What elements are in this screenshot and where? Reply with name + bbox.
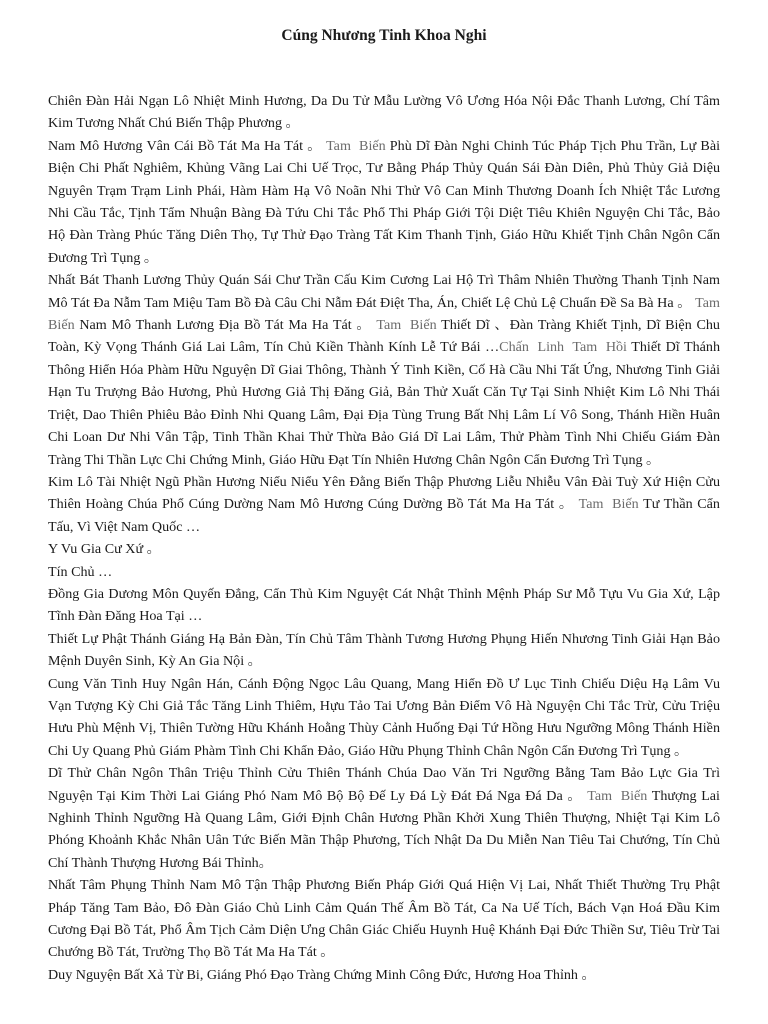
paragraph xyxy=(48,561,720,583)
paragraph xyxy=(48,269,720,471)
recitation-note: Tam Biến xyxy=(587,787,648,804)
paragraph xyxy=(48,583,720,628)
paragraph-text: Chiên Đàn Hải Ngạn Lô Nhiệt Minh Hương, Da Du Tử Mẫu Lường Vô Ương Hóa Nội Đắc Thanh Lương, Chí Tâm Kim Tương Nhất Chú Biến Thập Phương 。 xyxy=(48,93,720,132)
paragraph-text: Nam Mô Hương Vân Cái Bồ Tát Ma Ha Tát 。 xyxy=(48,137,327,154)
paragraph-text: Phù Dĩ Đàn Nghi Chinh Túc Pháp Tịch Phu Trần, Lự Bài Biện Chi Phất Nghiêm, Khủng Vãng Lai Chi Uế Trọc, Tư Bằng Pháp Thủy Quán Sái Đàn Diên, Phủ Thủy Giả Diệu Nguyên Trạm Trạm Linh Phái, Hàm Hàm Hạ Vô Noãn Nhi Thử Vô Can Minh Thương Doanh Ích Nhiệt Tắc Lương Nhi Cầu Tắc, Tịnh Tẩm Nhuận Bàng Đà Tứu Chi Tắc Phổ Thi Pháp Giới Tội Diệt Tiêu Khiên Nguyện Chi Tắc, Bảo Hộ Đàn Tràng Phúc Tăng Diên Thọ, Tự Thử Đạo Tràng Tất Kim Thanh Tịnh, Giáo Hữu Khiết Tịnh Chân Ngôn Cẩn Đương Trì Tụng 。 xyxy=(48,137,720,266)
paragraph xyxy=(48,471,720,538)
paragraph xyxy=(48,135,720,269)
paragraph xyxy=(48,673,720,763)
paragraph-text: Kim Lô Tài Nhiệt Ngũ Phần Hương Niểu Niểu Yên Đằng Biến Thập Phương Liễu Nhiễu Vân Đài Tuỳ Xứ Hiện Cửu Thiên Hoàng Chúa Phổ Cúng Dường Nam Mô Hương Cúng Dường Bồ Tát Ma Ha Tát 。 xyxy=(48,473,720,513)
paragraph-text: Tư Thần Cẩn Tấu, Vì Việt Nam Quốc … xyxy=(48,496,720,535)
recitation-note: Tam Biến xyxy=(376,317,437,334)
recitation-note: Chấn Linh Tam Hồi xyxy=(499,339,627,356)
recitation-note: Tam Biến xyxy=(578,496,639,513)
document-body xyxy=(48,90,720,986)
paragraph xyxy=(48,964,720,986)
paragraph xyxy=(48,538,720,560)
paragraph-text: Nhất Tâm Phụng Thỉnh Nam Mô Tận Thập Phương Biến Pháp Giới Quá Hiện Vị Lai, Nhất Thiết Thường Trụ Phật Pháp Tăng Tam Bảo, Đô Đàn Giáo Chủ Linh Cảm Quán Thế Âm Bồ Tát, Ca Na Uế Tích, Bách Vạn Hoá Đầu Kim Cương Đại Bồ Tát, Phổ Âm Tịch Cảm Diện Ưng Chân Giác Chiếu Huynh Huệ Khánh Đại Đức Thiền Sư, Tiêu Trừ Tai Chướng Bồ Tát, Trường Thọ Bồ Tát Ma Ha Tát 。 xyxy=(48,877,720,961)
paragraph xyxy=(48,874,720,964)
paragraph-text: Thiết Dĩ Thánh Thông Hiển Hóa Phàm Hữu Nguyện Dĩ Giai Thông, Thành Ý Tinh Kiền, Cố Hà Cầu Nhi Tất Ứng, Nhương Tinh Giải Hạn Tu Trượng Bảo Hương, Phủ Hương Giả Thị Đăng Giả, Bản Thử Xuất Căn Tự Tại Sinh Nhiệt Kim Lô Nhi Thái Triệt, Dao Thiên Phiêu Bảo Đỉnh Nhi Quang Lâm, Đại Địa Tùng Trung Bất Nhị Lâm Lí Vô Song, Thánh Hiền Huân Chi Loan Dư Nhi Vân Tập, Tinh Thần Khai Thử Thừa Bảo Giá Dĩ Lai Lâm, Thử Phàm Tình Nhi Chiếu Giám Đàn Tràng Thi Thần Lực Chi Chứng Minh, Giáo Hữu Đạt Tín Nhiên Hương Chân Ngôn Cẩn Đương Trì Tụng 。 xyxy=(48,339,720,468)
paragraph xyxy=(48,762,720,874)
paragraph-text: Đồng Gia Dương Môn Quyến Đẳng, Cẩn Thủ Kim Nguyệt Cát Nhật Thỉnh Mệnh Pháp Sư Mỗ Tựu Vu Gia Xứ, Lập Tĩnh Đàn Đăng Hoa Tại … xyxy=(48,585,720,625)
paragraph-text: Tín Chủ … xyxy=(48,563,113,580)
paragraph-text: Thiết Lự Phật Thánh Giáng Hạ Bản Đàn, Tín Chủ Tâm Thành Tương Hương Phụng Hiến Nhương Tinh Giải Hạn Bảo Mệnh Duyên Sinh, Kỳ An Gia Nội 。 xyxy=(48,630,720,670)
paragraph xyxy=(48,90,720,135)
document-title: Cúng Nhương Tinh Khoa Nghi xyxy=(281,27,487,44)
paragraph-text: Nhất Bát Thanh Lương Thủy Quán Sái Chư Trần Cấu Kim Cương Lai Hộ Trì Thâm Nhiên Thường Thanh Tịnh Nam Mô Tát Đa Nẫm Tam Miệu Tam Bồ Đà Câu Chi Nẫm Đát Điệt Tha, Án, Chiết Lệ Chủ Lệ Chuẩn Đề Sa Bà Ha 。 xyxy=(48,272,720,311)
recitation-note: Tam Biến xyxy=(326,137,386,154)
paragraph-text: Y Vu Gia Cư Xứ 。 xyxy=(48,541,161,558)
paragraph-text: Dĩ Thử Chân Ngôn Thân Triệu Thỉnh Cửu Thiên Thánh Chúa Dao Văn Tri Ngưỡng Bằng Tam Bảo Lực Gia Trì Nguyện Tại Kim Thời Lai Giáng Phó Nam Mô Bộ Bộ Đế Ly Đá Lỳ Đát Đá Nga Đá Da 。 xyxy=(48,765,720,804)
paragraph-text: Thiết Dĩ 、Đàn Tràng Khiết Tịnh, Dĩ Biện Chu Toàn, Kỳ Vọng Thánh Giá Lai Lâm, Tín Chủ Kiền Thành Kính Lễ Tứ Bái … xyxy=(48,317,720,356)
paragraph xyxy=(48,628,720,673)
paragraph-text: Cung Văn Tinh Huy Ngân Hán, Cánh Động Ngọc Lâu Quang, Mang Hiển Đồ Ư Lục Tinh Chiếu Diệu Hạ Lâm Vu Vạn Tượng Kỳ Chi Giả Tắc Tăng Linh Thiêm, Hựu Tảo Tai Ương Bản Điểm Vô Hà Nguyện Chi Tắc Trừ, Cửu Triệu Hưu Phù Mệnh Vị, Thiên Tường Hữu Khánh Hoằng Thùy Cảnh Huống Đại Tứ Hồng Hưu Ngưỡng Mông Thánh Hiền Chi Uy Quang Phủ Giám Phàm Tình Chi Khẩn Đảo, Giáo Hữu Phụng Thỉnh Chân Ngôn Cẩn Đương Trì Tụng 。 xyxy=(48,675,720,759)
paragraph-text: Duy Nguyện Bất Xả Từ Bi, Giáng Phó Đạo Tràng Chứng Minh Công Đức, Hương Hoa Thỉnh 。 xyxy=(48,966,596,983)
paragraph-text: Nam Mô Thanh Lương Địa Bồ Tát Ma Ha Tát 。 xyxy=(74,317,377,334)
recitation-note: Tam Biến xyxy=(48,294,720,334)
paragraph-text: Thượng Lai Nghinh Thỉnh Ngưỡng Hà Quang Lâm, Giới Định Chân Hương Phần Khởi Xung Thiên Thượng, Nhiệt Tại Kim Lô Phóng Khoảnh Khắc Nhân Uân Tức Biến Mãn Thập Phương, Tích Nhật Da Du Miễn Nan Tiêu Tai Chướng, Tín Chủ Chí Thành Thượng Hương Bái Thỉnh。 xyxy=(48,787,720,871)
